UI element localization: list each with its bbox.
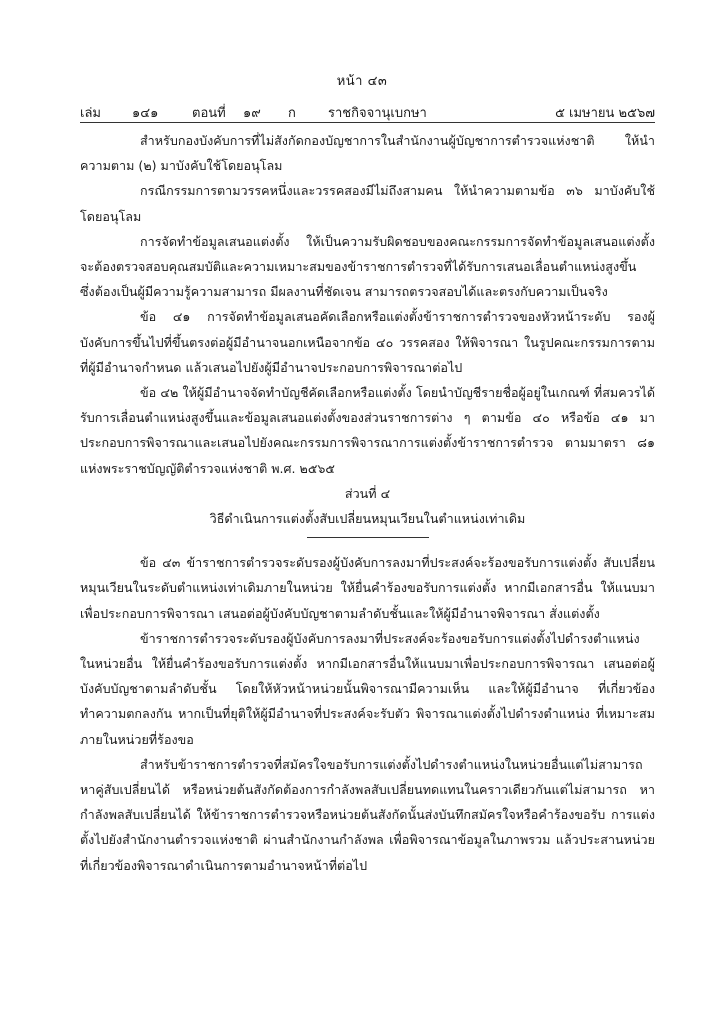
paragraph: สำหรับข้าราชการตำรวจที่สมัครใจขอรับการแต่งตั้งไปดำรงตำแหน่งในหน่วยอื่นแต่ไม่สามารถ หาคู่สับเปลี่ยนได้ หรือหน่วยต้นสังกัดต้องการกำลังพลสับเปลี่ยนทดแทนในคราวเดียวกันแต่ไม่สามารถ หากำลังพลสับเปลี่ยนได้ ให้ข้าราชการตำรวจหรือหน่วยต้นสังกัดนั้นส่งบันทึกสมัครใจหรือคำร้องขอรับ การแต่งตั้งไปยังสำนักงานตำรวจแห่งชาติ ผ่านสำนักงานกำลังพล เพื่อพิจารณาข้อมูลในภาพรวม แล้วประสานหน่วยที่เกี่ยวข้องพิจารณาดำเนินการตามอำนาจหน้าที่ต่อไป <box>80 756 655 873</box>
paragraph: การจัดทำข้อมูลเสนอแต่งตั้ง ให้เป็นความรับผิดชอบของคณะกรรมการจัดทำข้อมูลเสนอแต่งตั้ง จะต้องตรวจสอบคุณสมบัติและความเหมาะสมของข้าราชการตำรวจที่ได้รับการเสนอเลื่อนตำแหน่งสูงขึ้น ซึ่งต้องเป็นผู้มีความรู้ความสามารถ มีผลงานที่ชัดเจน สามารถตรวจสอบได้และตรงกับความเป็นจริง <box>80 233 655 300</box>
section-number: ส่วนที่ ๔ <box>344 485 391 501</box>
volume-label: เล่ม <box>80 106 101 121</box>
gazette-name: ราชกิจจานุเบกษา <box>328 106 427 121</box>
section-title: วิธีดำเนินการแต่งตั้งสับเปลี่ยนหมุนเวียนในตำแหน่งเท่าเดิม <box>209 511 526 527</box>
paragraph: สำหรับกองบังคับการที่ไม่สังกัดกองบัญชาการในสำนักงานผู้บัญชาการตำรวจแห่งชาติ ให้นำความตาม (๒) มาบังคับใช้โดยอนุโลม <box>80 133 655 174</box>
clause-41: ข้อ ๔๑ การจัดทำข้อมูลเสนอคัดเลือกหรือแต่งตั้งข้าราชการตำรวจของหัวหน้าระดับ รองผู้บังคับการขึ้นไปที่ขึ้นตรงต่อผู้มีอำนาจนอกเหนือจากข้อ ๔๐ วรรคสอง ให้พิจารณา ในรูปคณะกรรมการตามที่ผู้มีอำนาจกำหนด แล้วเสนอไปยังผู้มีอำนาจประกอบการพิจารณาต่อไป <box>80 309 655 375</box>
paragraph: กรณีกรรมการตามวรรคหนึ่งและวรรคสองมีไม่ถึงสามคน ให้นำความตามข้อ ๓๖ มาบังคับใช้ โดยอนุโลม <box>80 183 655 224</box>
section-letter: ก <box>288 106 296 121</box>
issue-label: ตอนที่ <box>192 106 226 121</box>
page-number: หน้า ๔๓ <box>336 74 388 89</box>
paragraph: ข้าราชการตำรวจระดับรองผู้บังคับการลงมาที่ประสงค์จะร้องขอรับการแต่งตั้งไปดำรงตำแหน่ง ในหน่วยอื่น ให้ยื่นคำร้องขอรับการแต่งตั้ง หากมีเอกสารอื่นให้แนบมาเพื่อประกอบการพิจารณา เสนอต่อผู้บังคับบัญชาตามลำดับชั้น โดยให้หัวหน้าหน่วยนั้นพิจารณามีความเห็น และให้ผู้มีอำนาจ ที่เกี่ยวข้องทำความตกลงกัน หากเป็นที่ยุติให้ผู้มีอำนาจที่ประสงค์จะรับตัว พิจารณาแต่งตั้งไปดำรงตำแหน่ง ที่เหมาะสมภายในหน่วยที่ร้องขอ <box>80 630 655 747</box>
section-divider <box>307 537 429 538</box>
volume-number: ๑๔๑ <box>132 106 159 121</box>
issue-number: ๑๙ <box>243 106 261 121</box>
clause-43: ข้อ ๔๓ ข้าราชการตำรวจระดับรองผู้บังคับการลงมาที่ประสงค์จะร้องขอรับการแต่งตั้ง สับเปลี่ยนหมุนเวียนในระดับตำแหน่งเท่าเดิมภายในหน่วย ให้ยื่นคำร้องขอรับการแต่งตั้ง หากมีเอกสารอื่น ให้แนบมาเพื่อประกอบการพิจารณา เสนอต่อผู้บังคับบัญชาตามลำดับชั้นและให้ผู้มีอำนาจพิจารณา สั่งแต่งตั้ง <box>80 555 655 621</box>
clause-42: ข้อ ๔๒ ให้ผู้มีอำนาจจัดทำบัญชีคัดเลือกหรือแต่งตั้ง โดยนำบัญชีรายชื่อผู้อยู่ในเกณฑ์ ที่สมควรได้รับการเลื่อนตำแหน่งสูงขึ้นและข้อมูลเสนอแต่งตั้งของส่วนราชการต่าง ๆ ตามข้อ ๔๐ หรือข้อ ๔๑ มาประกอบการพิจารณาและเสนอไปยังคณะกรรมการพิจารณาการแต่งตั้งข้าราชการตำรวจ ตามมาตรา ๘๑ แห่งพระราชบัญญัติตำรวจแห่งชาติ พ.ศ. ๒๕๖๕ <box>80 385 655 476</box>
document-body <box>80 128 655 878</box>
gazette-header <box>80 100 655 123</box>
publication-date: ๕ เมษายน ๒๕๖๗ <box>555 106 655 121</box>
